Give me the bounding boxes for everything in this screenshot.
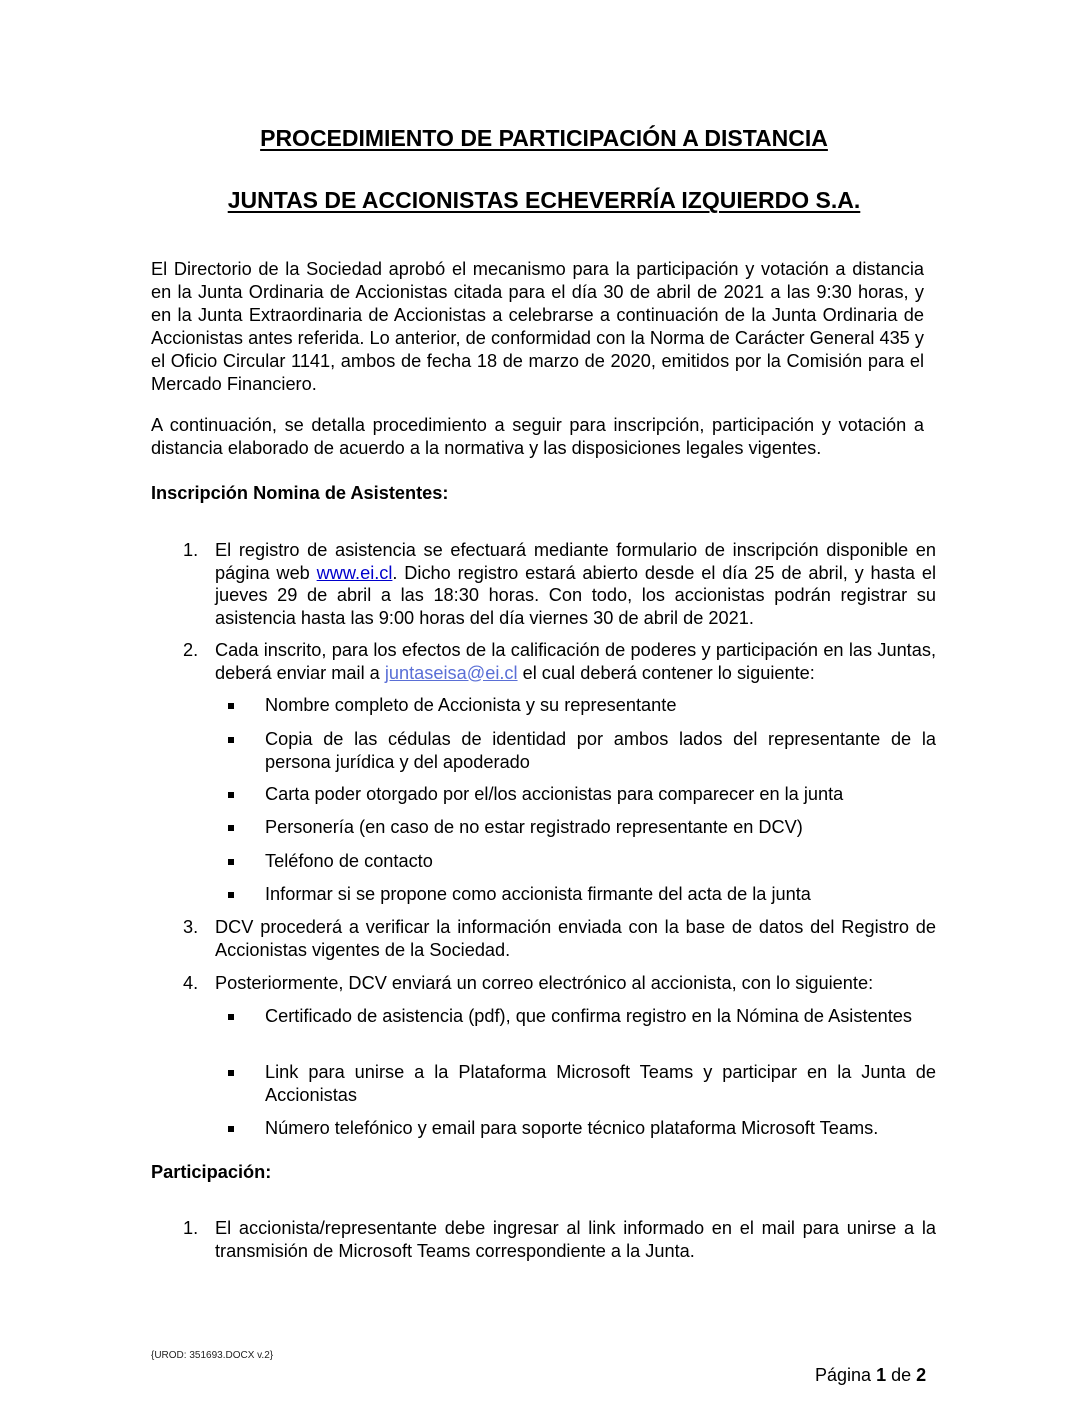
page-current: 1 [876, 1365, 887, 1385]
document-subtitle: JUNTAS DE ACCIONISTAS ECHEVERRÍA IZQUIERDO S.A. [227, 187, 861, 213]
square-bullet-icon [228, 1070, 234, 1076]
list-item-text: DCV procederá a verificar la información enviada con la base de datos del Registro de Accionistas vigentes de la Sociedad. [215, 917, 936, 960]
list-item-text: El accionista/representante debe ingresar al link informado en el mail para unirse a la transmisión de Microsoft Teams correspondiente a la Junta. [215, 1218, 936, 1261]
list-number: 3. [183, 917, 199, 937]
list-item-text [215, 539, 936, 629]
bullet-text: Carta poder otorgado por el/los accionistas para comparecer en la junta [265, 784, 844, 804]
intro-paragraph: El Directorio de la Sociedad aprobó el mecanismo para la participación y votación a distancia en la Junta Ordinaria de Accionistas citada para el día 30 de abril de 2021 a las 9:30 horas, y en la Junta Extraordinaria de Accionistas a celebrarse a continuación de la Junta Ordinaria de Accionistas antes referida. Lo anterior, de conformidad con la Norma de Carácter General 435 y el Oficio Circular 1141, ambos de fecha 18 de marzo de 2020, emitidos por la Comisión para el Mercado Financiero. [151, 259, 924, 394]
bullet-text: Personería (en caso de no estar registrado representante en DCV) [265, 817, 803, 837]
square-bullet-icon [228, 703, 234, 709]
square-bullet-icon [228, 892, 234, 898]
page-number [815, 1365, 926, 1386]
page-label: Página [815, 1365, 872, 1385]
square-bullet-icon [228, 1126, 234, 1132]
document-id-footer: {UROD: 351693.DOCX v.2} [151, 1350, 274, 1361]
list-number: 1. [183, 1218, 199, 1238]
bullet-text: Certificado de asistencia (pdf), que confirma registro en la Nómina de Asistentes [265, 1006, 912, 1026]
list-item-text [215, 639, 936, 684]
page-total: 2 [916, 1365, 927, 1385]
square-bullet-icon [228, 825, 234, 831]
square-bullet-icon [228, 792, 234, 798]
bullet-text: Copia de las cédulas de identidad por ambos lados del representante de la persona jurídica y del apoderado [265, 729, 936, 772]
list-number: 4. [183, 973, 199, 993]
square-bullet-icon [228, 737, 234, 743]
text-segment: Cada inscrito, para los efectos de la calificación de poderes y participación en las Juntas, deberá enviar mail a [215, 640, 936, 683]
document-title: PROCEDIMIENTO DE PARTICIPACIÓN A DISTANCIA [260, 125, 828, 151]
text-segment: . Dicho registro estará abierto desde el día 25 de abril, y hasta el jueves 29 de abril a las 18:30 horas. Con todo, los accionistas podrán registrar su asistencia hasta las 9:00 horas del día viernes 30 de abril de 2021. [215, 562, 936, 628]
bullet-text: Informar si se propone como accionista firmante del acta de la junta [265, 884, 811, 904]
text-segment: el cual deberá contener lo siguiente: [517, 662, 815, 683]
bullet-text: Nombre completo de Accionista y su representante [265, 695, 677, 715]
procedure-paragraph: A continuación, se detalla procedimiento a seguir para inscripción, participación y votación a distancia elaborado de acuerdo a la normativa y las disposiciones legales vigentes. [151, 415, 924, 458]
email-link[interactable]: juntaseisa@ei.cl [384, 662, 518, 683]
bullet-text: Teléfono de contacto [265, 851, 433, 871]
website-link[interactable]: www.ei.cl [316, 562, 393, 583]
list-item-text: Posteriormente, DCV enviará un correo electrónico al accionista, con lo siguiente: [215, 973, 874, 993]
list-number: 2. [183, 640, 199, 660]
bullet-text: Número telefónico y email para soporte técnico plataforma Microsoft Teams. [265, 1118, 879, 1138]
square-bullet-icon [228, 1014, 234, 1020]
bullet-text: Link para unirse a la Plataforma Microsoft Teams y participar en la Junta de Accionistas [265, 1062, 936, 1105]
section-heading-inscripcion: Inscripción Nomina de Asistentes: [151, 483, 449, 503]
page-of-label: de [891, 1365, 912, 1385]
list-number: 1. [183, 540, 199, 560]
square-bullet-icon [228, 859, 234, 865]
section-heading-participacion: Participación: [151, 1162, 272, 1182]
text-segment: El registro de asistencia se efectuará mediante formulario de inscripción disponible en página web [215, 540, 936, 583]
